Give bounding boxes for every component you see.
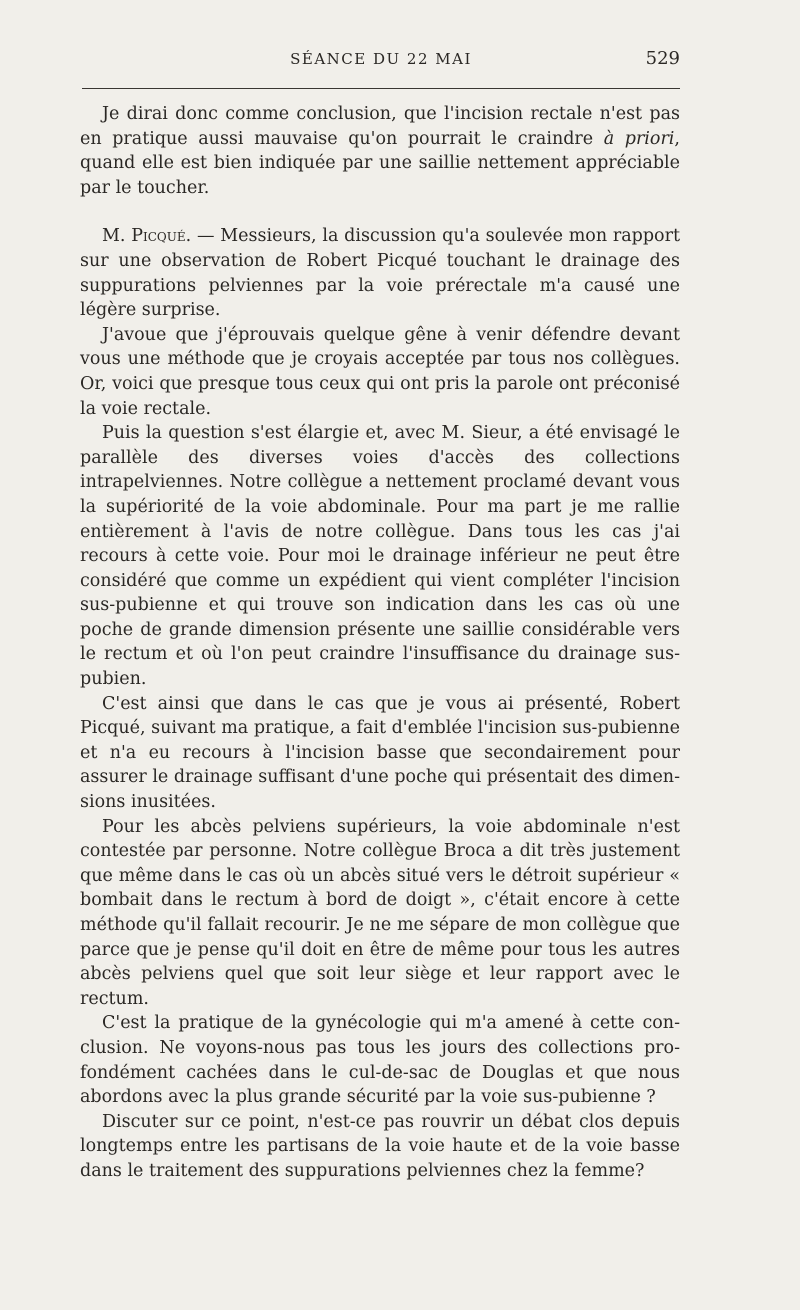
body-text xyxy=(80,102,680,1184)
paragraph-text: Je dirai donc comme conclusion, que l'incision rectale n'est pas en pratique aussi mauvaise qu'on pourrait le craindre xyxy=(80,104,680,149)
paragraph: J'avoue que j'éprouvais quelque gêne à venir défendre devant vous une méthode que je croyais acceptée par tous nos collègues. Or, voici que presque tous ceux qui ont pris la parole ont préconisé la voie rectale. xyxy=(80,324,680,419)
speaker-name: M. Picqué. xyxy=(102,226,192,247)
paragraph: Pour les abcès pelviens supérieurs, la voie abdominale n'est contestée par personne. Notre collègue Broca a dit très justement que même dans le cas où un abcès situé vers le détroit supérieur « bombait dans le rectum à bord de doigt », c'était encore à cette méthode qu'il fallait recourir. Je ne me sépare de mon collègue que parce que je pense qu'il doit en être de même pour tous les autres abcès pelviens quel que soit leur siège et leur rapport avec le rectum. xyxy=(80,816,680,1009)
dash: — xyxy=(191,226,221,247)
paragraph: C'est ainsi que dans le cas que je vous ai présenté, Robert Picqué, suivant ma pratique, a fait d'emblée l'incision sus-pubienne et n'a eu recours à l'incision basse que secondairement pour assurer le drainage suffisant d'une poche qui présentait des dimensions inusitées. xyxy=(80,693,680,813)
header-rule xyxy=(82,88,680,89)
paragraph: C'est la pratique de la gynécologie qui m'a amené à cette conclusion. Ne voyons-nous pas tous les jours des collections profondément cachées dans le cul-de-sac de Douglas et que nous abordons avec la plus grande sécurité par la voie sus-pubienne ? xyxy=(80,1013,680,1108)
paragraph xyxy=(80,102,680,200)
paragraph: Discuter sur ce point, n'est-ce pas rouvrir un débat clos depuis longtemps entre les partisans de la voie haute et de la voie basse dans le traitement des suppurations pelviennes chez la femme? xyxy=(80,1111,680,1181)
paragraph-text: Messieurs, la discussion qu'a soulevée mon rapport sur une observation de Robert Picqué touchant le drainage des suppurations pelviennes par la voie prérectale m'a causé une légère surprise. xyxy=(80,226,680,321)
running-head xyxy=(82,48,680,74)
paragraph xyxy=(80,224,680,322)
paragraph-text: , quand elle est bien indiquée par une saillie nettement appréciable par le toucher. xyxy=(80,128,680,198)
page-number: 529 xyxy=(645,48,680,69)
running-title: SÉANCE DU 22 MAI xyxy=(290,50,472,68)
italic-phrase: à priori xyxy=(603,128,675,149)
paragraph: Puis la question s'est élargie et, avec M. Sieur, a été envisagé le parallèle des diverses voies d'accès des collections intrapelviennes. Notre collègue a nettement proclamé devant vous la supériorité de la voie abdominale. Pour ma part je me rallie entièrement à l'avis de notre collègue. Dans tous les cas j'ai recours à cette voie. Pour moi le drainage inférieur ne peut être considéré que comme un expédient qui vient compléter l'incision sus-pubienne et qui trouve son indication dans les cas où une poche de grande dimension présente une saillie considérable vers le rectum et où l'on peut craindre l'insuffisance du drainage sus-pubien. xyxy=(80,423,680,690)
